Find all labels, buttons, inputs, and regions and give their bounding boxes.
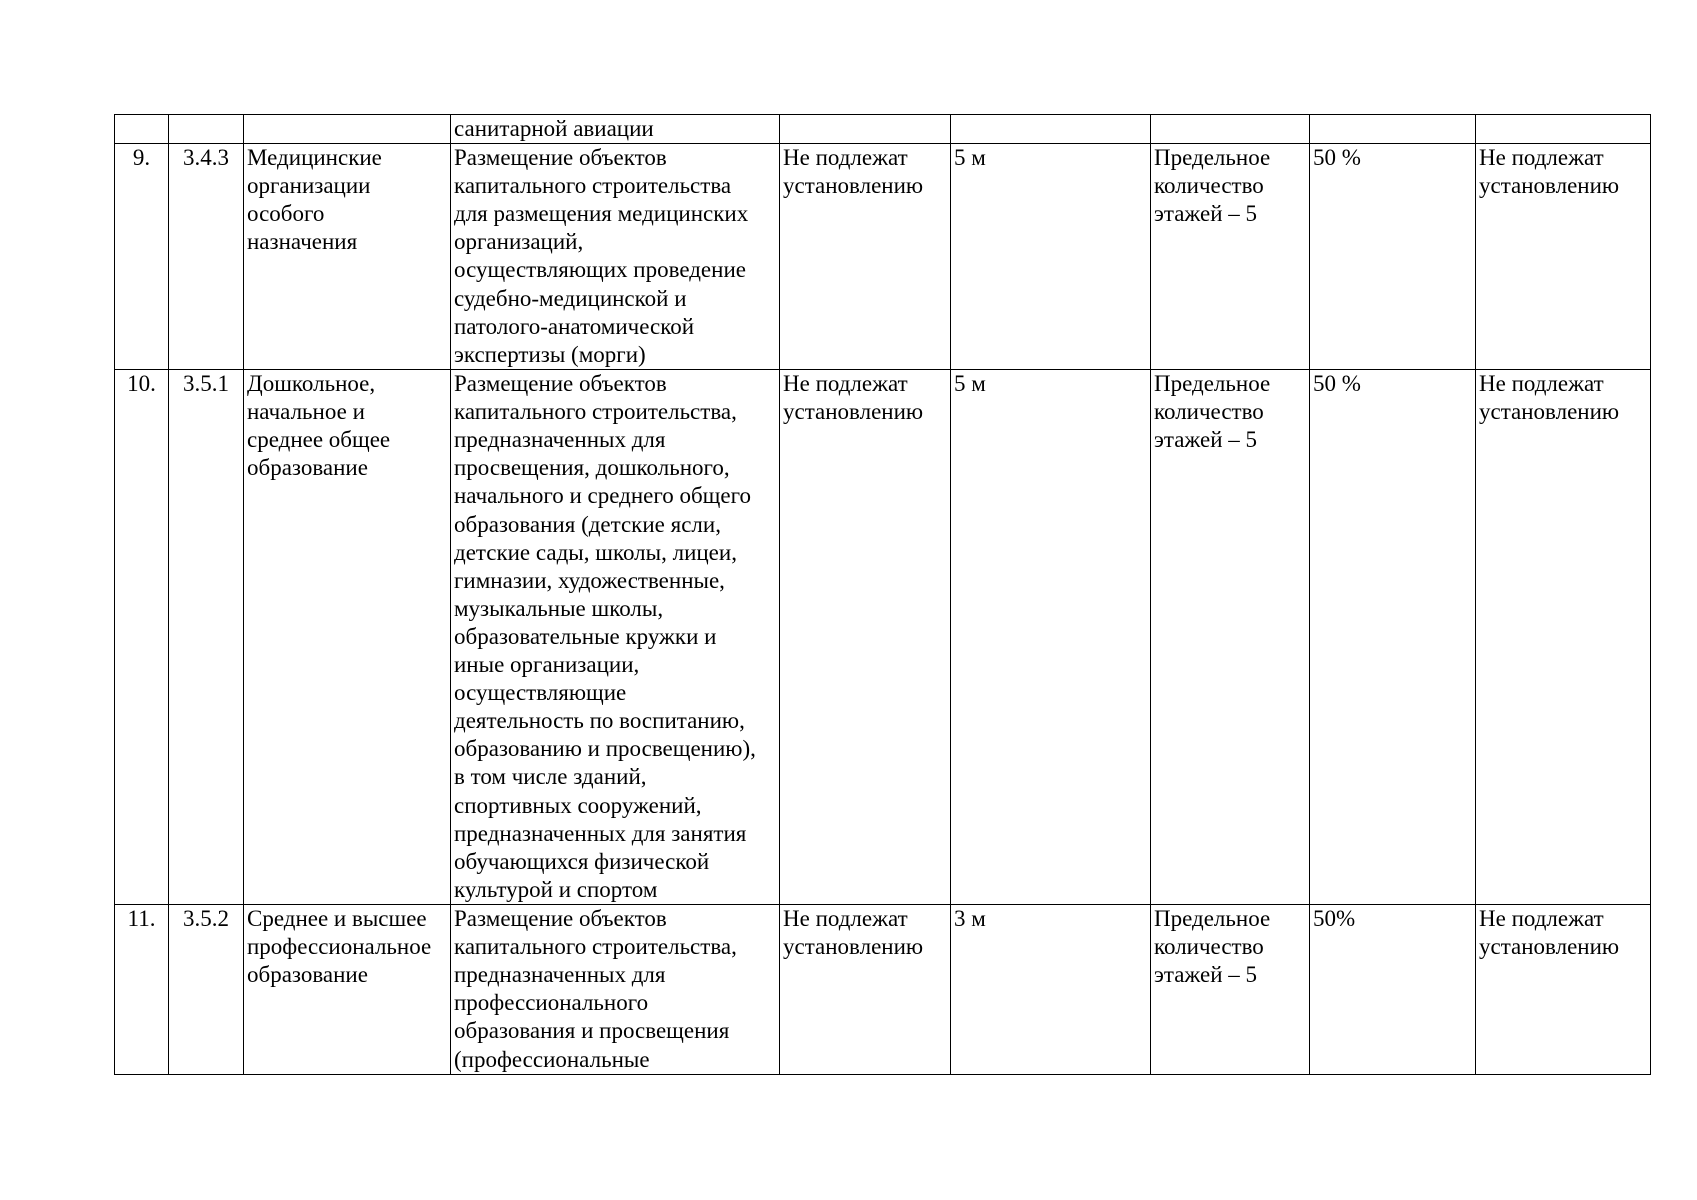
row-number-cell: 9. <box>115 144 169 370</box>
row-number-cell: 10. <box>115 370 169 905</box>
table-row <box>115 370 1651 905</box>
code-cell: 3.5.1 <box>169 370 244 905</box>
floors-cell: Предельное количество этажей – 5 <box>1151 905 1310 1075</box>
use-name-cell: Среднее и высшее профессиональное образование <box>244 905 451 1075</box>
table-row <box>115 115 1651 144</box>
floors-cell <box>1151 115 1310 144</box>
zoning-regulations-table <box>114 114 1651 1075</box>
floors-cell: Предельное количество этажей – 5 <box>1151 144 1310 370</box>
min-size-cell <box>780 115 951 144</box>
code-cell: 3.4.3 <box>169 144 244 370</box>
coverage-cell: 50 % <box>1310 144 1476 370</box>
description-cell: санитарной авиации <box>451 115 780 144</box>
use-name-cell: Дошкольное, начальное и среднее общее образование <box>244 370 451 905</box>
min-size-cell: Не подлежат установлению <box>780 144 951 370</box>
description-cell: Размещение объектов капитального строительства для размещения медицинских организаций, осуществляющих проведение судебно-медицинской и патолого-анатомической экспертизы (морги) <box>451 144 780 370</box>
setback-cell: 3 м <box>951 905 1151 1075</box>
code-cell <box>169 115 244 144</box>
floors-cell: Предельное количество этажей – 5 <box>1151 370 1310 905</box>
min-size-cell: Не подлежат установлению <box>780 905 951 1075</box>
extra-cell <box>1476 115 1651 144</box>
extra-cell: Не подлежат установлению <box>1476 144 1651 370</box>
description-cell: Размещение объектов капитального строительства, предназначенных для просвещения, дошкольного, начального и среднего общего образования (детские ясли, детские сады, школы, лицеи, гимназии, художественные, музыкальные школы, образовательные кружки и иные организации, осуществляющие деятельность по воспитанию, образованию и просвещению), в том числе зданий, спортивных сооружений, предназначенных для занятия обучающихся физической культурой и спортом <box>451 370 780 905</box>
extra-cell: Не подлежат установлению <box>1476 370 1651 905</box>
description-cell: Размещение объектов капитального строительства, предназначенных для профессионального образования и просвещения (профессиональные <box>451 905 780 1075</box>
coverage-cell: 50 % <box>1310 370 1476 905</box>
setback-cell <box>951 115 1151 144</box>
row-number-cell: 11. <box>115 905 169 1075</box>
min-size-cell: Не подлежат установлению <box>780 370 951 905</box>
extra-cell: Не подлежат установлению <box>1476 905 1651 1075</box>
coverage-cell: 50% <box>1310 905 1476 1075</box>
use-name-cell: Медицинские организации особого назначения <box>244 144 451 370</box>
setback-cell: 5 м <box>951 144 1151 370</box>
code-cell: 3.5.2 <box>169 905 244 1075</box>
table-row <box>115 144 1651 370</box>
table-row <box>115 905 1651 1075</box>
use-name-cell <box>244 115 451 144</box>
setback-cell: 5 м <box>951 370 1151 905</box>
row-number-cell <box>115 115 169 144</box>
coverage-cell <box>1310 115 1476 144</box>
